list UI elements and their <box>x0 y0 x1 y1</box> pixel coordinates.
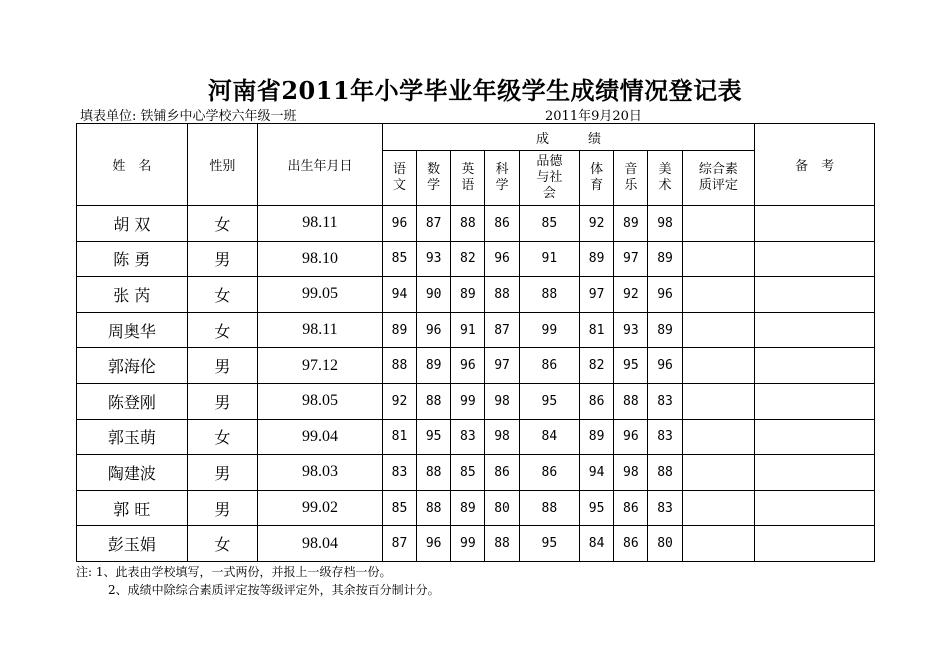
score-cell: 93 <box>614 312 648 348</box>
header-subject-line: 学 <box>427 178 441 193</box>
score-cell: 92 <box>580 206 614 242</box>
quality-cell <box>682 490 755 526</box>
remark-cell <box>755 419 875 455</box>
student-name: 陈 勇 <box>77 241 188 277</box>
student-gender: 女 <box>187 526 257 562</box>
student-birth: 98.10 <box>258 241 383 277</box>
remark-cell <box>755 348 875 384</box>
table-row <box>77 455 875 491</box>
remark-cell <box>755 383 875 419</box>
header-quality-line: 综合素 <box>698 162 738 177</box>
score-cell: 89 <box>580 419 614 455</box>
score-cell: 94 <box>382 277 416 313</box>
student-birth: 99.02 <box>258 490 383 526</box>
fill-unit: 填表单位: 铁铺乡中心学校六年级一班 <box>80 109 297 124</box>
remark-cell <box>755 206 875 242</box>
student-gender: 男 <box>187 241 257 277</box>
student-name: 陶建波 <box>77 455 188 491</box>
table-row <box>77 241 875 277</box>
score-cell: 99 <box>451 383 485 419</box>
header-subject-line: 语 <box>461 178 475 193</box>
score-cell: 95 <box>519 526 579 562</box>
student-birth: 99.04 <box>258 419 383 455</box>
student-gender: 男 <box>187 455 257 491</box>
student-birth: 98.04 <box>258 526 383 562</box>
header-gender: 性别 <box>187 124 257 206</box>
score-cell: 82 <box>580 348 614 384</box>
score-cell: 89 <box>648 312 682 348</box>
header-subject-line: 与社 <box>536 170 563 185</box>
score-cell: 86 <box>580 383 614 419</box>
score-cell: 86 <box>614 490 648 526</box>
score-cell: 83 <box>648 490 682 526</box>
score-cell: 88 <box>648 455 682 491</box>
score-cell: 88 <box>417 490 451 526</box>
student-birth: 97.12 <box>258 348 383 384</box>
score-cell: 83 <box>648 383 682 419</box>
student-name: 郭玉萌 <box>77 419 188 455</box>
score-cell: 91 <box>519 241 579 277</box>
score-cell: 83 <box>451 419 485 455</box>
quality-cell <box>682 312 755 348</box>
header-scores-group: 成 绩 <box>382 124 754 151</box>
score-cell: 88 <box>519 490 579 526</box>
header-subject <box>580 151 614 206</box>
header-quality-line: 质评定 <box>698 178 738 193</box>
header-subject <box>417 151 451 206</box>
score-cell: 98 <box>485 383 519 419</box>
header-subject-line: 体 <box>590 162 604 177</box>
score-cell: 92 <box>382 383 416 419</box>
score-cell: 88 <box>417 455 451 491</box>
score-cell: 88 <box>519 277 579 313</box>
student-birth: 98.03 <box>258 455 383 491</box>
score-cell: 98 <box>648 206 682 242</box>
score-cell: 87 <box>485 312 519 348</box>
score-cell: 95 <box>614 348 648 384</box>
footnotes <box>76 563 440 599</box>
score-cell: 96 <box>451 348 485 384</box>
score-cell: 89 <box>648 241 682 277</box>
quality-cell <box>682 277 755 313</box>
table-row <box>77 348 875 384</box>
score-cell: 88 <box>451 206 485 242</box>
table-row <box>77 526 875 562</box>
quality-cell <box>682 241 755 277</box>
remark-cell <box>755 277 875 313</box>
score-cell: 89 <box>614 206 648 242</box>
score-cell: 95 <box>580 490 614 526</box>
score-cell: 85 <box>382 490 416 526</box>
page-title: 河南省2011年小学毕业年级学生成绩情况登记表 <box>207 76 743 105</box>
student-name: 郭 旺 <box>77 490 188 526</box>
remark-cell <box>755 241 875 277</box>
remark-cell <box>755 490 875 526</box>
score-cell: 89 <box>451 490 485 526</box>
student-gender: 女 <box>187 312 257 348</box>
table-row <box>77 312 875 348</box>
score-cell: 88 <box>485 277 519 313</box>
score-cell: 83 <box>648 419 682 455</box>
score-cell: 97 <box>614 241 648 277</box>
header-subject-line: 语 <box>392 162 406 177</box>
quality-cell <box>682 383 755 419</box>
student-name: 胡 双 <box>77 206 188 242</box>
header-subject-line: 学 <box>495 178 509 193</box>
score-cell: 86 <box>485 206 519 242</box>
table-row <box>77 490 875 526</box>
grades-table <box>76 123 875 562</box>
table-row <box>77 206 875 242</box>
score-cell: 89 <box>382 312 416 348</box>
quality-cell <box>682 419 755 455</box>
score-cell: 90 <box>417 277 451 313</box>
score-cell: 92 <box>614 277 648 313</box>
score-cell: 88 <box>417 383 451 419</box>
score-cell: 85 <box>519 206 579 242</box>
header-subject-line: 品德 <box>536 154 563 169</box>
score-cell: 85 <box>382 241 416 277</box>
table-row <box>77 419 875 455</box>
score-cell: 89 <box>580 241 614 277</box>
score-cell: 84 <box>580 526 614 562</box>
score-cell: 86 <box>614 526 648 562</box>
score-cell: 96 <box>485 241 519 277</box>
header-subject <box>519 151 579 206</box>
quality-cell <box>682 526 755 562</box>
student-gender: 女 <box>187 419 257 455</box>
score-cell: 96 <box>648 348 682 384</box>
footnote-1: 注: 1、此表由学校填写，一式两份，并报上一级存档一份。 <box>76 565 392 579</box>
table-row <box>77 383 875 419</box>
header-subject-line: 音 <box>624 162 638 177</box>
score-cell: 96 <box>382 206 416 242</box>
header-name: 姓 名 <box>77 124 188 206</box>
student-gender: 男 <box>187 490 257 526</box>
header-subject-line: 文 <box>392 178 406 193</box>
score-cell: 89 <box>417 348 451 384</box>
header-subject-line: 英 <box>461 162 475 177</box>
score-cell: 97 <box>485 348 519 384</box>
header-subject-line: 育 <box>590 178 604 193</box>
remark-cell <box>755 526 875 562</box>
score-cell: 88 <box>614 383 648 419</box>
header-subject <box>648 151 682 206</box>
header-subject-line: 术 <box>658 178 672 193</box>
quality-cell <box>682 348 755 384</box>
score-cell: 91 <box>451 312 485 348</box>
score-cell: 98 <box>614 455 648 491</box>
score-cell: 86 <box>519 348 579 384</box>
score-cell: 83 <box>382 455 416 491</box>
score-cell: 86 <box>485 455 519 491</box>
quality-cell <box>682 455 755 491</box>
table-row <box>77 277 875 313</box>
score-cell: 95 <box>519 383 579 419</box>
remark-cell <box>755 312 875 348</box>
score-cell: 98 <box>485 419 519 455</box>
student-birth: 98.11 <box>258 312 383 348</box>
student-birth: 98.05 <box>258 383 383 419</box>
student-birth: 98.11 <box>258 206 383 242</box>
score-cell: 96 <box>614 419 648 455</box>
student-gender: 女 <box>187 277 257 313</box>
header-subject <box>382 151 416 206</box>
score-cell: 96 <box>648 277 682 313</box>
score-cell: 81 <box>382 419 416 455</box>
student-name: 陈登刚 <box>77 383 188 419</box>
score-cell: 88 <box>485 526 519 562</box>
score-cell: 86 <box>519 455 579 491</box>
score-cell: 81 <box>580 312 614 348</box>
score-cell: 95 <box>417 419 451 455</box>
remark-cell <box>755 455 875 491</box>
score-cell: 87 <box>417 206 451 242</box>
score-cell: 80 <box>648 526 682 562</box>
header-birth: 出生年月日 <box>258 124 383 206</box>
fill-date: 2011年9月20日 <box>545 109 642 124</box>
score-cell: 84 <box>519 419 579 455</box>
header-subject-line: 会 <box>542 186 556 201</box>
student-gender: 男 <box>187 348 257 384</box>
student-name: 张 芮 <box>77 277 188 313</box>
footnote-2: 2、成绩中除综合素质评定按等级评定外，其余按百分制计分。 <box>108 583 440 597</box>
header-subject <box>485 151 519 206</box>
header-subject-line: 乐 <box>624 178 638 193</box>
student-gender: 男 <box>187 383 257 419</box>
score-cell: 99 <box>519 312 579 348</box>
header-quality <box>682 151 755 206</box>
header-subject <box>614 151 648 206</box>
header-subject <box>451 151 485 206</box>
score-cell: 80 <box>485 490 519 526</box>
header-remarks: 备 考 <box>755 124 875 206</box>
score-cell: 97 <box>580 277 614 313</box>
student-gender: 女 <box>187 206 257 242</box>
header-subject-line: 科 <box>495 162 509 177</box>
score-cell: 96 <box>417 312 451 348</box>
score-cell: 87 <box>382 526 416 562</box>
score-cell: 96 <box>417 526 451 562</box>
student-name: 彭玉娟 <box>77 526 188 562</box>
score-cell: 89 <box>451 277 485 313</box>
quality-cell <box>682 206 755 242</box>
score-cell: 99 <box>451 526 485 562</box>
score-cell: 82 <box>451 241 485 277</box>
score-cell: 88 <box>382 348 416 384</box>
score-cell: 94 <box>580 455 614 491</box>
student-name: 郭海伦 <box>77 348 188 384</box>
student-name: 周奥华 <box>77 312 188 348</box>
student-birth: 99.05 <box>258 277 383 313</box>
score-cell: 93 <box>417 241 451 277</box>
header-subject-line: 数 <box>427 162 441 177</box>
score-cell: 85 <box>451 455 485 491</box>
header-subject-line: 美 <box>658 162 672 177</box>
